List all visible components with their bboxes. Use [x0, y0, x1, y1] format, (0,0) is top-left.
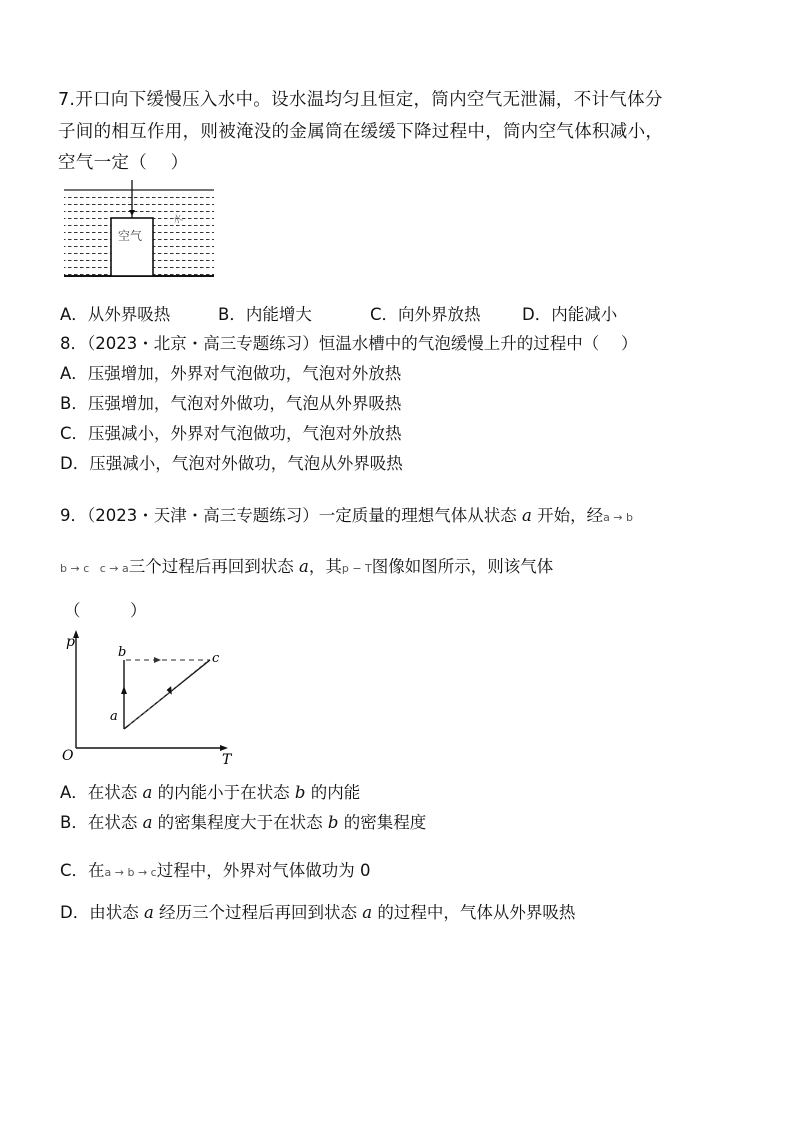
q9-stem-text-2: 开始，经	[531, 506, 604, 525]
q9-stem-line-1	[60, 502, 633, 526]
q9-stem-var-a: a	[521, 506, 532, 525]
q8-option-d: D．压强减小，气泡对外做功，气泡从外界吸热	[60, 454, 403, 473]
q9-answer-blank: （ ）	[64, 601, 147, 620]
q9-graph-origin: O	[62, 748, 74, 764]
q9-option-a-var-1: a	[142, 783, 153, 802]
q7-option-a: A．从外界吸热	[60, 305, 171, 324]
q9-option-d-text-1: D．由状态	[60, 903, 144, 922]
q9-option-a	[60, 779, 360, 803]
q9-process-ca: c → a	[99, 562, 129, 575]
q9-stem-text-4: ，其	[308, 557, 342, 576]
q9-stem-var-a2: a	[299, 557, 309, 576]
q9-option-d	[60, 899, 575, 923]
q9-option-b	[60, 809, 426, 833]
q9-pt-graph	[58, 626, 238, 766]
q7-option-c: C．向外界放热	[370, 305, 481, 324]
q9-graph-x-label: T	[222, 752, 232, 766]
q9-stem-text-5: 图像如图所示，则该气体	[371, 557, 554, 576]
q8-option-a: A．压强增加，外界对气泡做功，气泡对外放热	[60, 364, 402, 383]
q9-option-c-text-1: C．在	[60, 861, 105, 880]
q9-process-ab: a → b	[603, 511, 634, 524]
q9-option-a-text-1: A．在状态	[60, 783, 143, 802]
q9-process-line-ca	[124, 660, 210, 729]
q9-graph-y-label: p	[66, 634, 75, 650]
q9-option-b-text-2: 的密集程度大于在状态	[152, 813, 328, 832]
q9-graph-name: p − T	[341, 562, 372, 575]
q8-stem: 8．（2023・北京・高三专题练习）恒温水槽中的气泡缓慢上升的过程中（ ）	[60, 334, 638, 353]
q9-option-b-text-3: 的密集程度	[338, 813, 427, 832]
q7-figure-water-tank	[62, 180, 222, 292]
q7-stem-line-1: 7.开口向下缓慢压入水中。设水温均匀且恒定，筒内空气无泄漏，不计气体分	[58, 90, 663, 110]
q9-option-c	[60, 857, 370, 881]
q9-option-b-var-1: a	[142, 813, 153, 832]
q9-option-b-text-1: B．在状态	[60, 813, 143, 832]
q8-option-b: B．压强增加，气泡对外做功，气泡从外界吸热	[60, 394, 402, 413]
q9-option-a-text-2: 的内能小于在状态	[152, 783, 295, 802]
q7-option-b: B．内能增大	[218, 305, 312, 324]
q9-option-d-var-1: a	[143, 903, 154, 922]
q9-graph-point-b: b	[118, 645, 127, 660]
q9-stem-text-1: 9．（2023・天津・高三专题练习）一定质量的理想气体从状态	[60, 506, 522, 525]
q7-figure-air-label: 空气	[118, 229, 143, 243]
q9-stem-line-2	[60, 553, 553, 577]
q7-figure-water-label: 水	[171, 213, 185, 227]
q9-option-c-text-2: 过程中，外界对气体做功为 0	[156, 861, 371, 880]
q9-process-bc: b → c	[60, 562, 90, 575]
q7-option-d: D．内能减小	[522, 305, 618, 324]
q9-option-c-process: a → b → c	[104, 866, 157, 879]
q9-option-b-var-2: b	[327, 813, 339, 832]
q9-graph-point-c: c	[212, 651, 220, 666]
q9-option-d-var-2: a	[362, 903, 373, 922]
q9-option-a-var-2: b	[294, 783, 306, 802]
q8-option-c: C．压强减小，外界对气泡做功，气泡对外放热	[60, 424, 402, 443]
q9-stem-text-3: 三个过程后再回到状态	[128, 557, 299, 576]
q9-option-a-text-3: 的内能	[305, 783, 361, 802]
q7-stem-line-2: 子间的相互作用，则被淹没的金属筒在缓缓下降过程中，筒内空气体积减小，	[58, 122, 664, 142]
q9-graph-point-a: a	[110, 709, 118, 724]
q9-option-d-text-3: 的过程中，气体从外界吸热	[372, 903, 576, 922]
q9-option-d-text-2: 经历三个过程后再回到状态	[153, 903, 363, 922]
q7-stem-line-3: 空气一定（ ）	[58, 153, 189, 173]
